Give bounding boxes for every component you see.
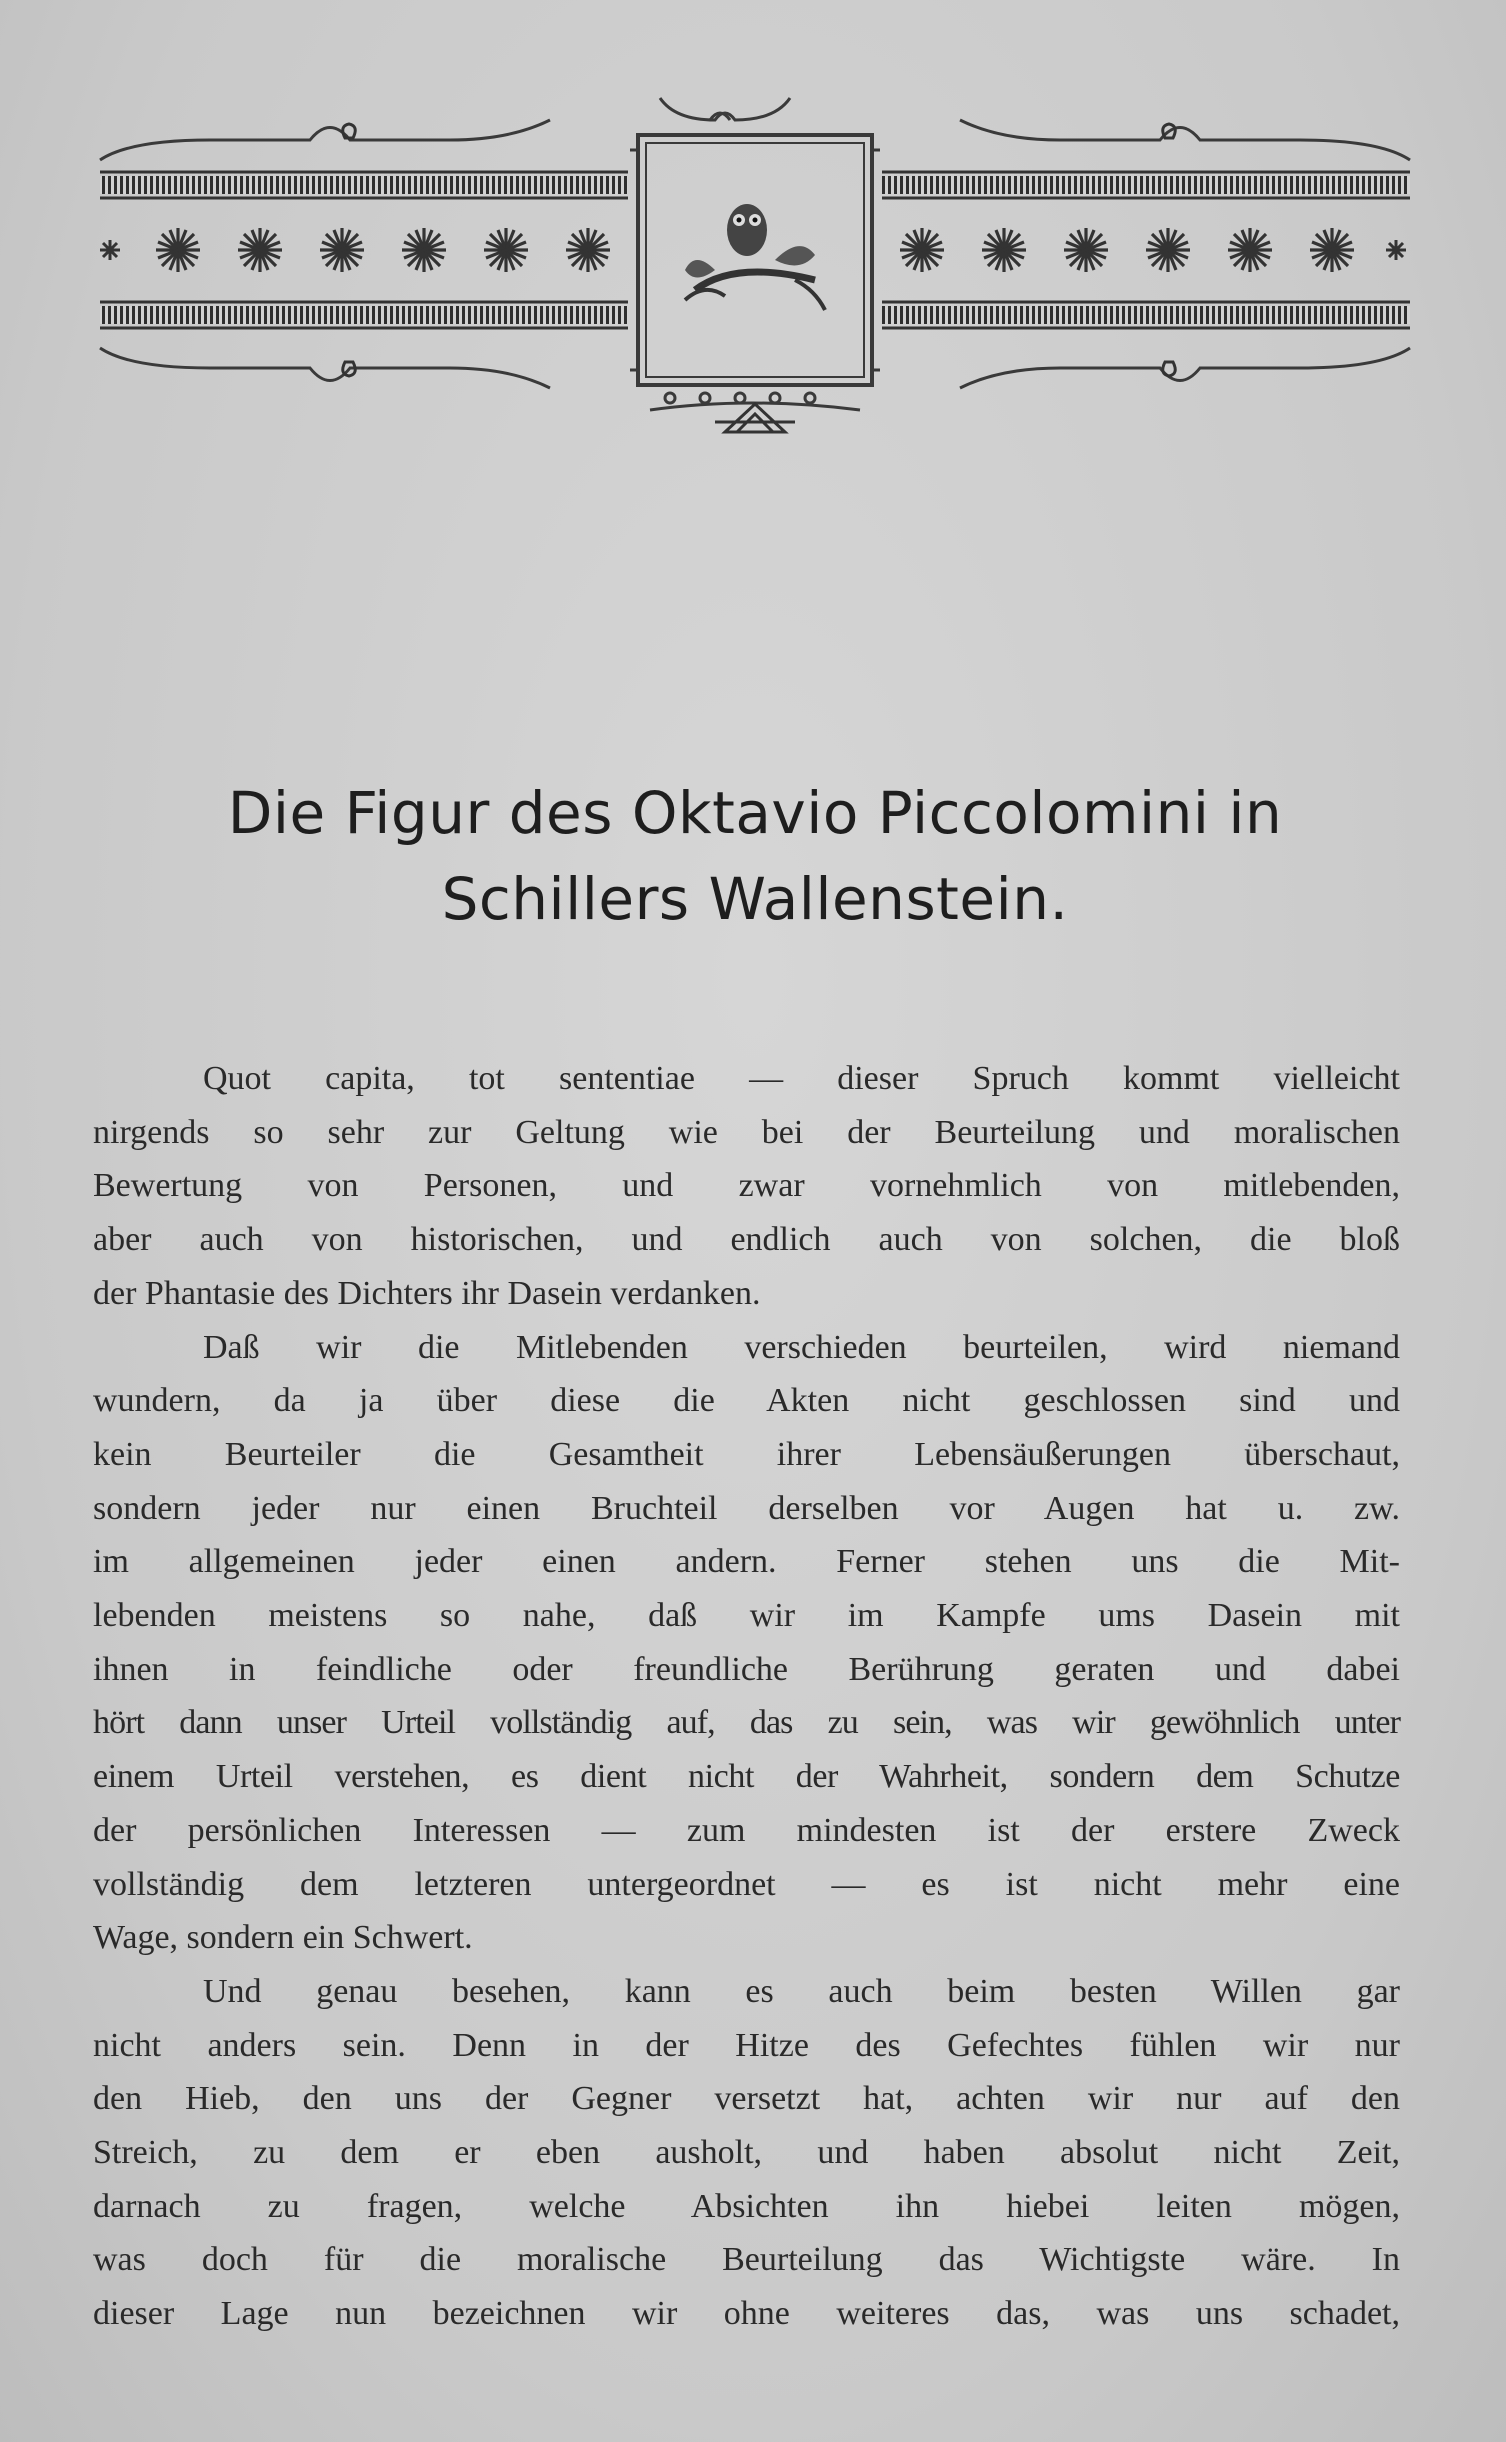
- text-line: wundern, da ja über diese die Akten nicht geschlossen sind und: [93, 1382, 1400, 1420]
- lotus-ornament-icon: [715, 404, 795, 432]
- text-line: der persönlichen Interessen — zum mindesten ist der erstere Zweck: [93, 1811, 1400, 1849]
- text-line: Wage, sondern ein Schwert.: [93, 1919, 473, 1957]
- text-line: Quot capita, tot sententiae — dieser Spruch kommt vielleicht: [203, 1060, 1400, 1097]
- text-line: vollständig dem letzteren untergeordnet — es ist nicht mehr eine: [93, 1865, 1400, 1903]
- text-line: der Phantasie des Dichters ihr Dasein verdanken.: [93, 1274, 761, 1312]
- owl-on-branch-icon: [685, 204, 825, 310]
- daisy-rosette-row-left: [100, 228, 610, 272]
- text-line: aber auch von historischen, und endlich auch von solchen, die bloß: [93, 1221, 1400, 1259]
- paragraph-1: [93, 1052, 1400, 1321]
- text-line: Bewertung von Personen, und zwar vornehmlich von mitlebenden,: [93, 1167, 1400, 1205]
- text-line: lebenden meistens so nahe, daß wir im Kampfe ums Dasein mit: [93, 1597, 1400, 1635]
- paragraph-2: [93, 1321, 1400, 1965]
- text-line: einem Urteil verstehen, es dient nicht der Wahrheit, sondern dem Schutze: [93, 1758, 1400, 1796]
- text-line: kein Beurteiler die Gesamtheit ihrer Lebensäußerungen überschaut,: [93, 1435, 1400, 1473]
- text-line: nicht anders sein. Denn in der Hitze des Gefechtes fühlen wir nur: [93, 2026, 1400, 2064]
- article-body: [93, 1052, 1400, 2341]
- text-line: was doch für die moralische Beurteilung das Wichtigste wäre. In: [93, 2241, 1400, 2279]
- text-line: nirgends so sehr zur Geltung wie bei der Beurteilung und moralischen: [93, 1113, 1400, 1151]
- text-line: Und genau besehen, kann es auch beim besten Willen gar: [203, 1972, 1400, 2010]
- page-title: [90, 770, 1420, 942]
- paragraph-3: [93, 1965, 1400, 2341]
- text-line: dieser Lage nun bezeichnen wir ohne weiteres das, was uns schadet,: [93, 2295, 1400, 2333]
- text-line: ihnen in feindliche oder freundliche Berührung geraten und dabei: [93, 1650, 1400, 1688]
- text-line: Daß wir die Mitlebenden verschieden beurteilen, wird niemand: [203, 1328, 1400, 1366]
- text-line: den Hieb, den uns der Gegner versetzt hat, achten wir nur auf den: [93, 2080, 1400, 2118]
- text-line: darnach zu fragen, welche Absichten ihn hiebei leiten mögen,: [93, 2187, 1400, 2225]
- title-line-1: Die Figur des Oktavio Piccolomini in: [227, 779, 1283, 847]
- header-ornament: [90, 80, 1420, 460]
- text-line: hört dann unser Urteil vollständig auf, das zu sein, was wir gewöhnlich unter: [93, 1704, 1400, 1742]
- title-line-2: Schillers Wallenstein.: [441, 865, 1069, 933]
- daisy-rosette-row-right: [900, 228, 1406, 272]
- text-line: sondern jeder nur einen Bruchteil derselben vor Augen hat u. zw.: [93, 1489, 1400, 1527]
- text-line: Streich, zu dem er eben ausholt, und haben absolut nicht Zeit,: [93, 2134, 1400, 2172]
- text-line: im allgemeinen jeder einen andern. Ferner stehen uns die Mit-: [93, 1543, 1400, 1581]
